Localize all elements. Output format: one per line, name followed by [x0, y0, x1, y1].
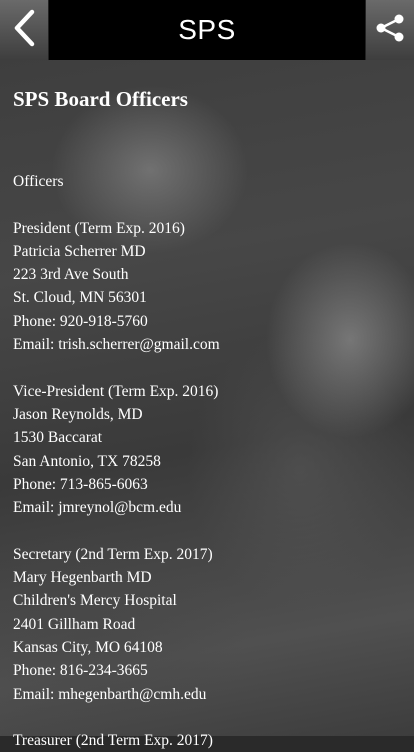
spacer [13, 706, 401, 729]
officer-city-line: Kansas City, MO 64108 [13, 638, 163, 656]
officer-organization: Children's Mercy Hospital [13, 592, 177, 610]
app-title: SPS [178, 14, 236, 45]
officer-phone[interactable]: Phone: 713-865-6063 [13, 475, 148, 493]
share-button[interactable] [365, 0, 414, 60]
officer-email[interactable]: Email: jmreynol@bcm.edu [13, 499, 182, 517]
officer-city-line: St. Cloud, MN 56301 [13, 289, 147, 307]
officer-role: Secretary (2nd Term Exp. 2017) [13, 545, 213, 563]
officer-email[interactable]: Email: trish.scherrer@gmail.com [13, 336, 220, 354]
officer-role: Treasurer (2nd Term Exp. 2017) [13, 732, 213, 750]
officer-name: Patricia Scherrer MD [13, 242, 146, 260]
officer-card [13, 729, 401, 752]
top-bar [0, 0, 414, 60]
officer-email[interactable]: Email: mhegenbarth@cmh.edu [13, 685, 207, 703]
officer-role: Vice-President (Term Exp. 2016) [13, 382, 219, 400]
officer-address-line: 223 3rd Ave South [13, 266, 129, 284]
spacer [13, 519, 401, 542]
officer-card [13, 543, 401, 706]
spacer [13, 193, 401, 216]
officer-address-line: 1530 Baccarat [13, 429, 103, 447]
chevron-left-icon [12, 9, 36, 52]
officer-card [13, 380, 401, 520]
officer-role: President (Term Exp. 2016) [13, 219, 185, 237]
back-button[interactable] [0, 0, 49, 60]
spacer [13, 356, 401, 379]
section-label: Officers [13, 173, 64, 190]
officer-name: Mary Hegenbarth MD [13, 569, 152, 587]
officer-phone[interactable]: Phone: 816-234-3665 [13, 662, 148, 680]
page-title: SPS Board Officers [13, 87, 188, 111]
officer-city-line: San Antonio, TX 78258 [13, 452, 161, 470]
share-icon [374, 13, 406, 48]
officers-content [13, 84, 401, 752]
officer-phone[interactable]: Phone: 920-918-5760 [13, 312, 148, 330]
officer-name: Jason Reynolds, MD [13, 405, 143, 423]
officer-address-line: 2401 Gillham Road [13, 615, 136, 633]
officer-card [13, 217, 401, 357]
